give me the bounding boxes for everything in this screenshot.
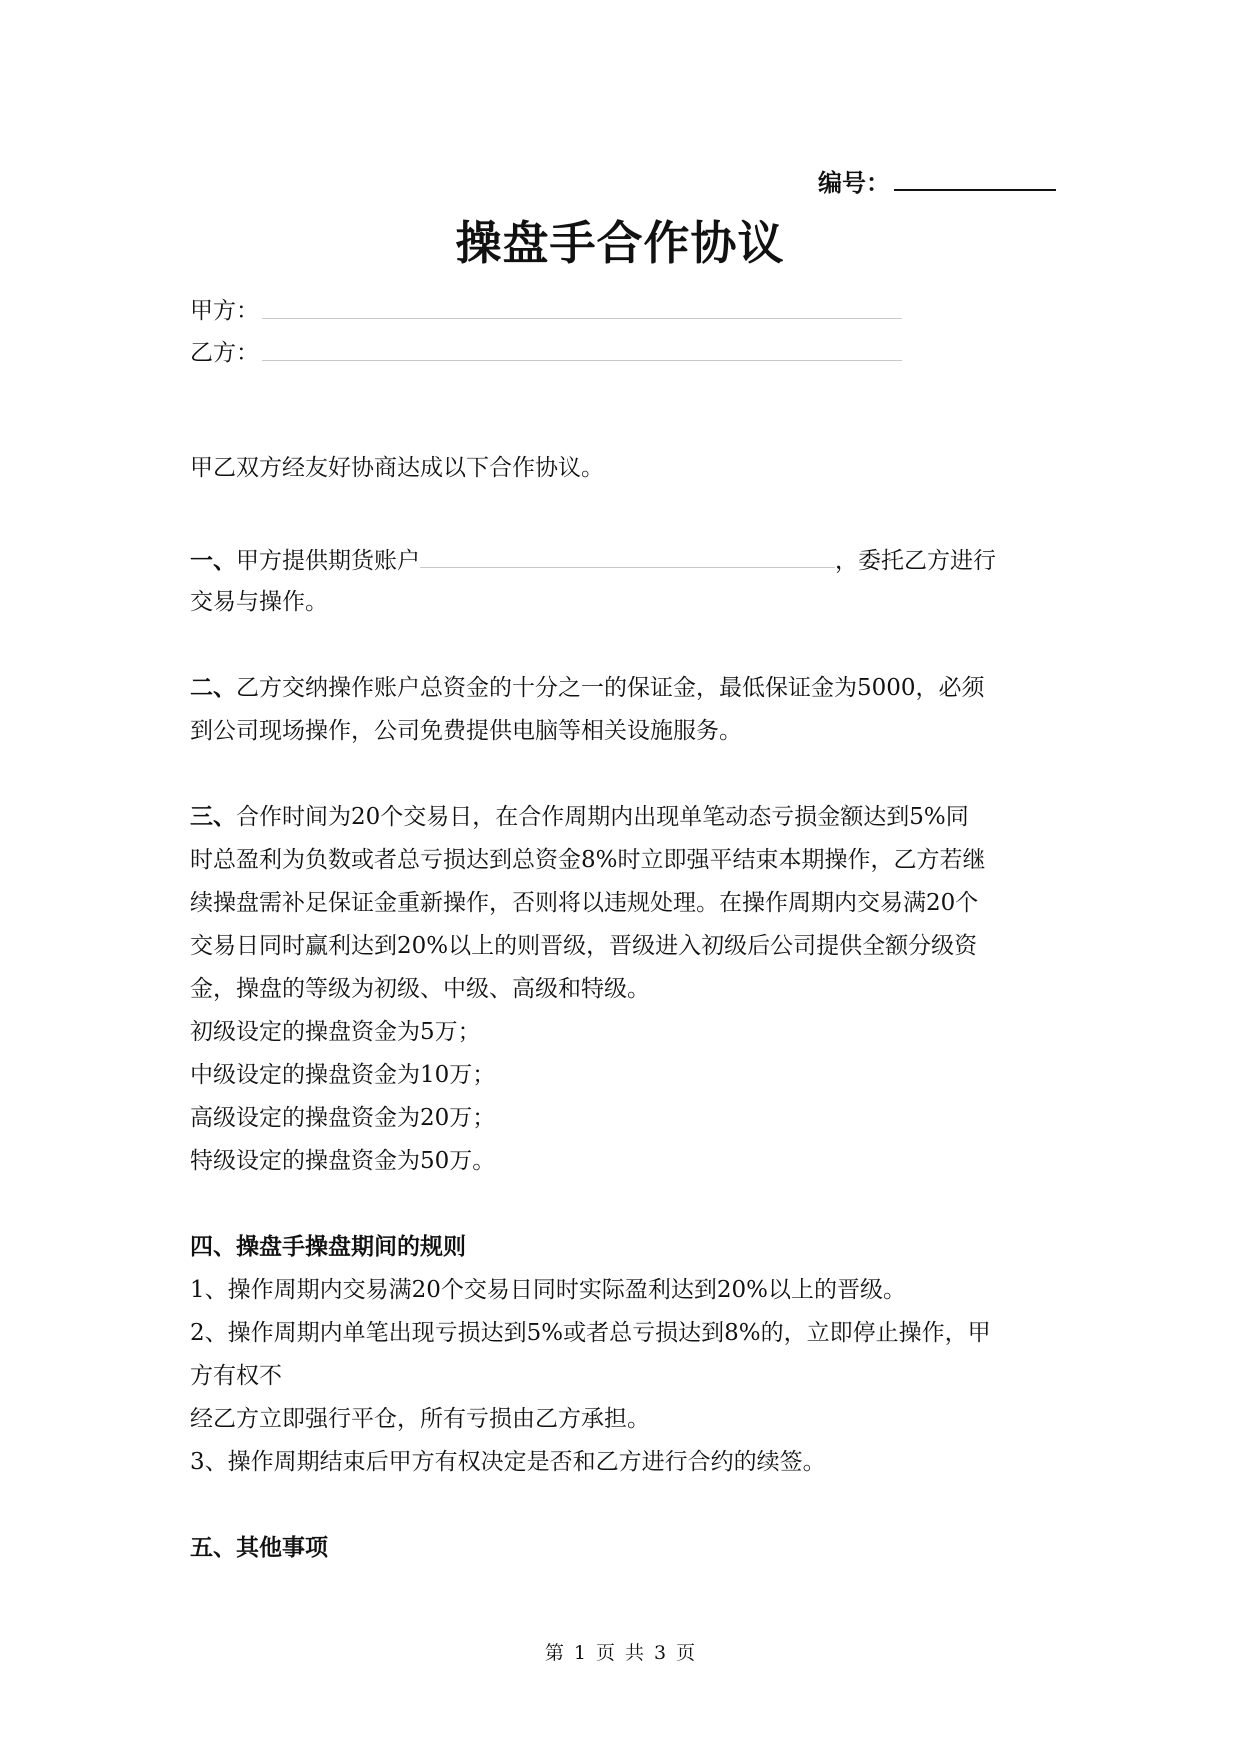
section-1-line-1 [190, 539, 1050, 581]
level-item-primary: 初级设定的操盘资金为5万； [190, 1019, 481, 1045]
section-3-line-3: 续操盘需补足保证金重新操作，否则将以违规处理。在操作周期内交易满20个 [190, 890, 979, 916]
section-1-text-before: 甲方提供期货账户 [236, 548, 420, 574]
section-4-heading: 四、操盘手操盘期间的规则 [190, 1233, 466, 1260]
document-number-label: 编号： [818, 169, 890, 197]
section-3-line-5: 金，操盘的等级为初级、中级、高级和特级。 [190, 976, 650, 1002]
party-b-blank [262, 360, 902, 361]
section-4-rule-3: 3、操作周期结束后甲方有权决定是否和乙方进行合约的续签。 [190, 1449, 826, 1475]
futures-account-blank [420, 539, 835, 568]
section-3-line-4: 交易日同时赢利达到20%以上的则晋级，晋级进入初级后公司提供全额分级资 [190, 933, 978, 959]
section-4-rule-1: 1、操作周期内交易满20个交易日同时实际盈利达到20%以上的晋级。 [190, 1277, 907, 1303]
section-1-heading: 一、 [190, 547, 236, 574]
section-1-line-2: 交易与操作。 [190, 589, 328, 615]
level-item-premium: 特级设定的操盘资金为50万。 [190, 1148, 496, 1174]
page-footer: 第 1 页 共 3 页 [544, 1642, 696, 1664]
section-4-rule-2-line-1: 2、操作周期内单笔出现亏损达到5%或者总亏损达到8%的，立即停止操作，甲 [190, 1320, 991, 1346]
document-title: 操盘手合作协议 [455, 216, 785, 270]
document-number [818, 163, 1056, 198]
party-b-label: 乙方： [190, 340, 259, 366]
party-a-blank [262, 318, 902, 319]
intro-paragraph: 甲乙双方经友好协商达成以下合作协议。 [190, 455, 604, 481]
section-2-line-2: 到公司现场操作，公司免费提供电脑等相关设施服务。 [190, 718, 742, 744]
section-2-line-1 [190, 668, 1050, 708]
section-2-text-1: 乙方交纳操作账户总资金的十分之一的保证金，最低保证金为5000，必须 [236, 675, 985, 701]
section-4-rule-2-line-2: 方有权不 [190, 1363, 282, 1389]
section-4-rule-2-line-3: 经乙方立即强行平仓，所有亏损由乙方承担。 [190, 1406, 650, 1432]
section-2-heading: 二、 [190, 674, 236, 701]
document-number-blank [894, 167, 1056, 191]
level-item-advanced: 高级设定的操盘资金为20万； [190, 1105, 496, 1131]
party-a-label: 甲方： [190, 298, 259, 324]
section-5-heading: 五、其他事项 [190, 1534, 328, 1561]
section-3-line-2: 时总盈利为负数或者总亏损达到总资金8%时立即强平结束本期操作，乙方若继 [190, 847, 986, 873]
level-item-intermediate: 中级设定的操盘资金为10万； [190, 1062, 496, 1088]
section-3-heading: 三、 [190, 803, 236, 830]
section-3-line-1 [190, 797, 1050, 837]
section-1-text-after: ，委托乙方进行 [835, 548, 996, 574]
section-3-text-1: 合作时间为20个交易日，在合作周期内出现单笔动态亏损金额达到5%同 [236, 804, 969, 830]
